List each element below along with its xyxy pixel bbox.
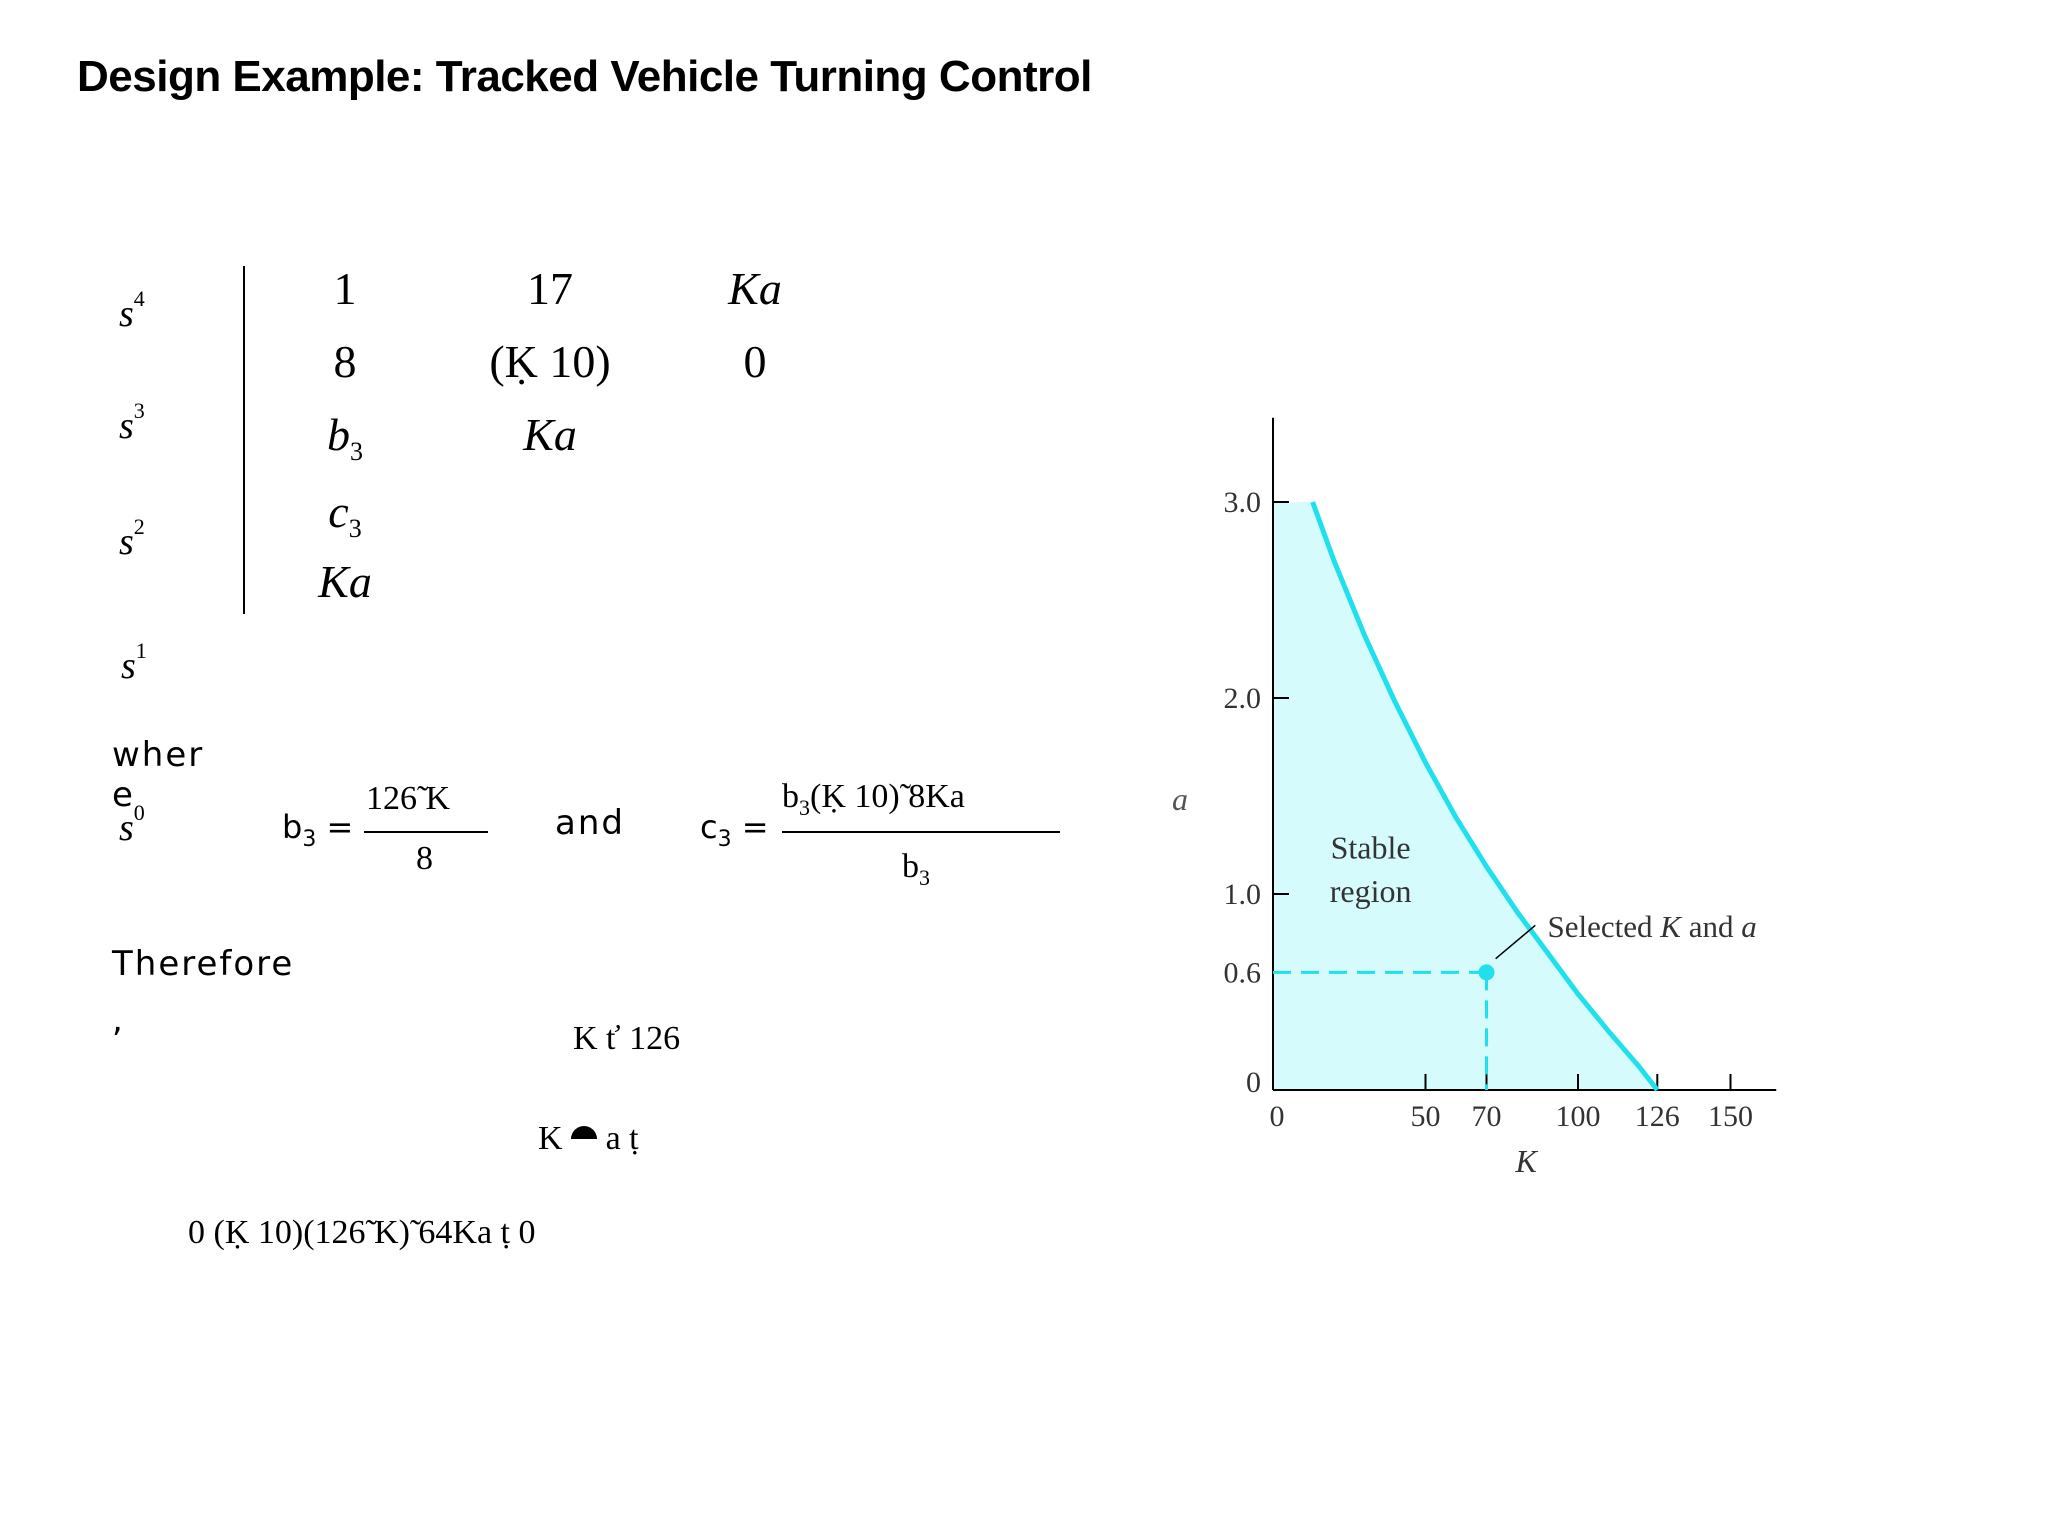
routh-r3c2: Ka	[523, 409, 577, 460]
annotation-text: Selected K and a	[1547, 909, 1757, 945]
x-tick-label: 150	[1708, 1100, 1753, 1133]
y-tick-label: 0.6	[1223, 956, 1261, 990]
semicircle-glyph-icon	[571, 1126, 597, 1139]
y-tick-label: 1.0	[1223, 878, 1261, 911]
routh-r1c2: 17	[527, 263, 573, 314]
routh-label-s2: $s^2$	[119, 514, 145, 563]
routh-r1c1: 1	[333, 263, 357, 314]
x-tick-label: 100	[1555, 1100, 1601, 1133]
region-label-line2: region	[1329, 872, 1412, 909]
b3-lhs: $b_3$ =	[282, 808, 354, 852]
routh-label-s1: $s^1$	[121, 638, 147, 687]
x-axis-label: K	[1515, 1143, 1537, 1179]
y-tick-label: 2.0	[1223, 682, 1261, 715]
routh-r2c3: 0	[743, 336, 767, 387]
b3-fraction-bar	[364, 831, 488, 833]
b3-denominator: 8	[416, 840, 433, 877]
c3-denominator: $b_3$	[902, 848, 930, 890]
and-word: and	[555, 803, 625, 843]
x-tick-label: 0	[1269, 1100, 1285, 1133]
routh-r1c3: Ka	[728, 263, 782, 314]
stability-chart	[1160, 400, 1960, 1210]
c3-lhs: $c_3$ =	[700, 808, 769, 852]
region-label-line1: Stable	[1330, 829, 1411, 866]
condition-k-less-126: K ť 126	[573, 1020, 681, 1057]
condition-quadratic: 0 (Ḳ 10)(126̃ K)̃ 64Ka ṭ 0	[188, 1214, 536, 1251]
x-tick-label: 126	[1634, 1100, 1680, 1133]
routh-r4c1: $c_3$	[328, 486, 362, 543]
y-tick-label: 3.0	[1223, 486, 1261, 519]
selected-point-marker	[1479, 964, 1495, 980]
y-tick-label: 0	[1246, 1066, 1261, 1099]
routh-label-s0: $s^0$	[119, 800, 145, 849]
routh-divider	[243, 266, 245, 614]
condition-ka-positive: K a ṭ	[538, 1120, 639, 1157]
therefore-word: Therefore	[112, 944, 295, 984]
slide-title: Design Example: Tracked Vehicle Turning Control	[77, 52, 1092, 101]
where-word-cont: e	[112, 775, 135, 815]
where-word: wher	[112, 735, 205, 775]
b3-numerator: 126̃ K	[366, 780, 451, 817]
c3-fraction-bar	[782, 831, 1060, 833]
routh-label-s4: $s^4$	[119, 286, 145, 335]
x-tick-label: 50	[1410, 1100, 1441, 1133]
routh-label-s3: $s^3$	[119, 398, 145, 447]
x-tick-label: 70	[1471, 1100, 1502, 1133]
routh-r2c2: (Ḳ 10)	[489, 336, 611, 387]
therefore-comma: ,	[112, 1000, 125, 1040]
routh-r5c1: Ka	[318, 556, 372, 607]
routh-r3c1: $b_3$	[327, 409, 363, 466]
routh-r2c1: 8	[333, 336, 357, 387]
c3-numerator: $b_3(Ḳ$ 10)̃ 8Ka	[782, 778, 965, 820]
stable-region-fill	[1273, 502, 1657, 1090]
y-axis-label: a	[1172, 781, 1188, 817]
